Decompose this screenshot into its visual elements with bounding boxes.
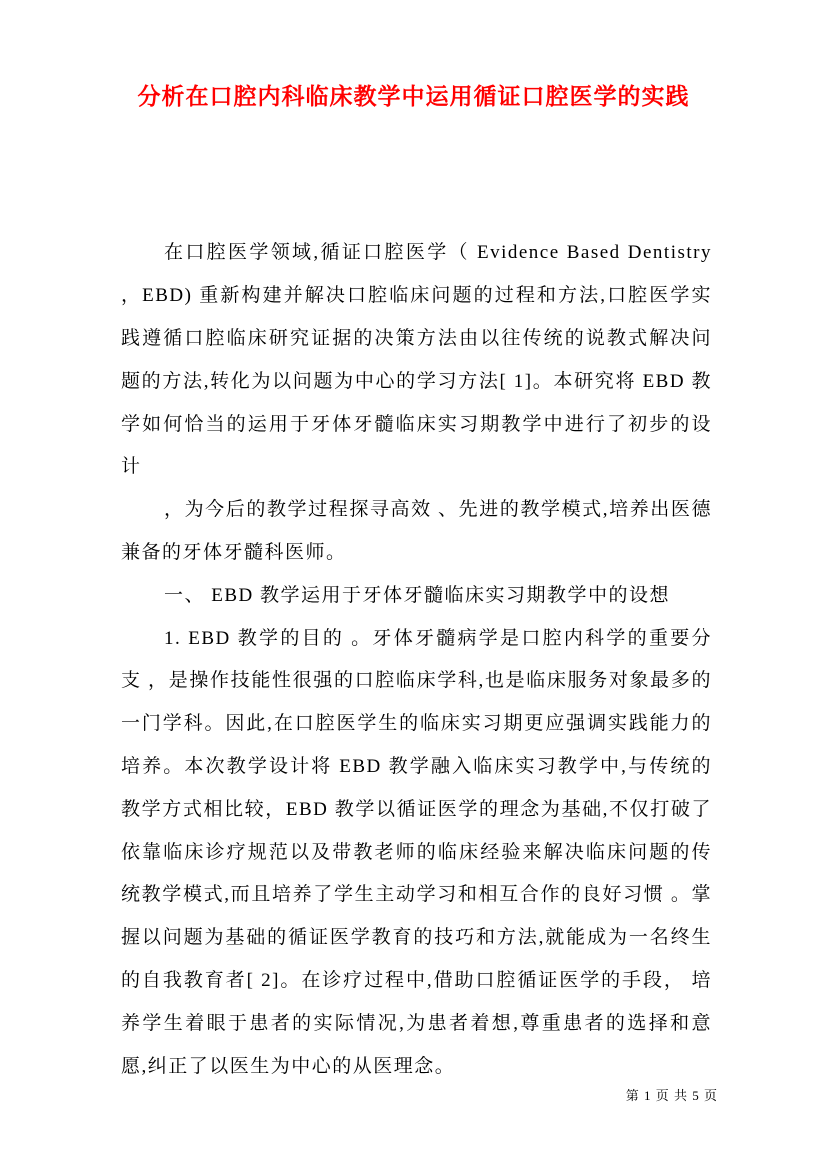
body-paragraph-1: 在口腔医学领域,循证口腔医学（ Evidence Based Dentistry ，EBD) 重新构建并解决口腔临床问题的过程和方法,口腔医学实践遵循口腔临床研究证据的决策方法由以往传统的说教式解决问题的方法,转化为以问题为中心的学习方法[ 1]。本研究将 EBD 教学如何恰当的运用于牙体牙髓临床实习期教学中进行了初步的设计 xyxy=(121,242,712,478)
document-body xyxy=(121,232,712,1088)
page-number-label: 第 1 页 共 5 页 xyxy=(625,1088,718,1103)
page-footer xyxy=(626,1085,718,1104)
section-heading-1: 一、 EBD 教学运用于牙体牙髓临床实习期教学中的设想 xyxy=(164,584,671,606)
body-paragraph-3: 1. EBD 教学的目的 。牙体牙髓病学是口腔内科学的重要分支 ，是操作技能性很强的口腔临床学科,也是临床服务对象最多的一门学科。因此,在口腔医学生的临床实习期更应强调实践能力的培养。本次教学设计将 EBD 教学融入临床实习教学中,与传统的教学方式相比较，EBD 教学以循证医学的理念为基础,不仅打破了依靠临床诊疗规范以及带教老师的临床经验来解决临床问题的传统教学模式,而且培养了学生主动学习和相互合作的良好习惯 。掌握以问题为基础的循证医学教育的技巧和方法,就能成为一名终生的自我教育者[ 2]。在诊疗过程中,借助口腔循证医学的手段， 培养学生着眼于患者的实际情况,为患者着想,尊重患者的选择和意愿,纠正了以医生为中心的从医理念。 xyxy=(121,627,712,1077)
body-paragraph-2: ，为今后的教学过程探寻高效 、先进的教学模式,培养出医德兼备的牙体牙髓科医师。 xyxy=(121,499,712,564)
document-title: 分析在口腔内科临床教学中运用循证口腔医学的实践 xyxy=(137,84,690,109)
